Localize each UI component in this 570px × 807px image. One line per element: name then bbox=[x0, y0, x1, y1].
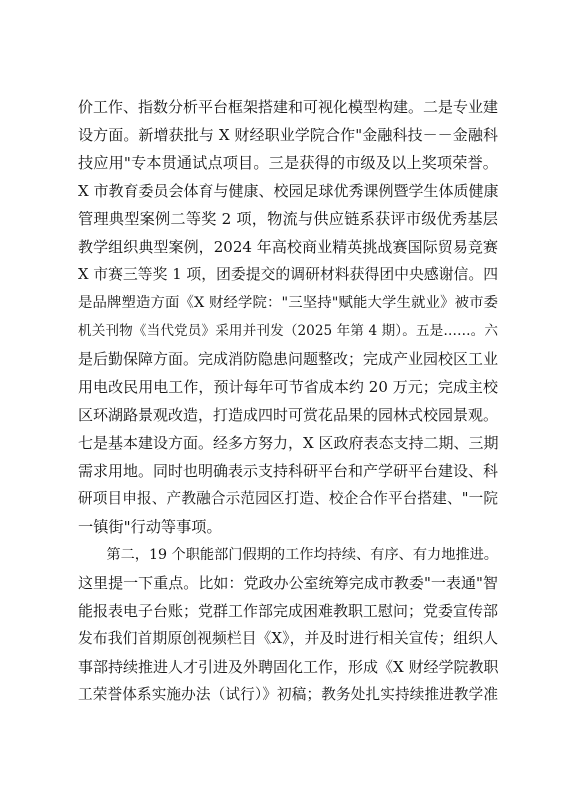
body-text bbox=[78, 93, 498, 709]
text-line: 管理典型案例二等奖 2 项，物流与供应链系获评市级优秀基层 bbox=[78, 210, 498, 228]
text-line: 是后勤保障方面。完成消防隐患问题整改；完成产业园校区工业 bbox=[78, 350, 499, 368]
text-line: 区环湖路景观改造，打造成四时可赏花品果的园林式校园景观。 bbox=[78, 406, 499, 424]
text-line: X 市赛三等奖 1 项，团委提交的调研材料获得团中央感谢信。四 bbox=[78, 266, 498, 283]
text-line: 事部持续推进人才引进及外聘固化工作，形成《X 财经学院教职 bbox=[78, 658, 499, 676]
text-line: 发布我们首期原创视频栏目《X》，并及时进行相关宣传；组织人 bbox=[78, 630, 498, 647]
text-line: X 市教育委员会体育与健康、校园足球优秀课例暨学生体质健康 bbox=[78, 182, 499, 200]
text-line: 能报表电子台账；党群工作部完成困难教职工慰问；党委宣传部 bbox=[78, 602, 499, 620]
text-line: 是品牌塑造方面《X 财经学院："三坚持"赋能大学生就业》被市委 bbox=[78, 295, 498, 311]
text-line: 这里提一下重点。比如：党政办公室统筹完成市教委"一表通"智 bbox=[78, 574, 498, 592]
text-line: 机关刊物《当代党员》采用并刊发（2025 年第 4 期）。五是……。六 bbox=[78, 323, 498, 339]
paragraph-first-line: 第二，19 个职能部门假期的工作均持续、有序、有力地推进。 bbox=[78, 547, 498, 563]
text-line: 研项目申报、产教融合示范园区打造、校企合作平台搭建、"一院 bbox=[78, 490, 498, 507]
text-line: 技应用"专本贯通试点项目。三是获得的市级及以上奖项荣誉。 bbox=[78, 154, 498, 172]
paragraph-end-line: 一镇街"行动等事项。 bbox=[78, 518, 222, 536]
text-line: 用电改民用电工作，预计每年可节省成本约 20 万元；完成主校 bbox=[78, 378, 498, 396]
text-line: 设方面。新增获批与 X 财经职业学院合作"金融科技－－金融科 bbox=[78, 126, 498, 144]
text-line: 工荣誉体系实施办法（试行）》初稿；教务处扎实持续推进教学准 bbox=[78, 686, 498, 703]
text-line: 教学组织典型案例，2024 年高校商业精英挑战赛国际贸易竞赛 bbox=[78, 238, 498, 256]
text-line: 需求用地。同时也明确表示支持科研平台和产学研平台建设、科 bbox=[78, 462, 499, 480]
text-line: 七是基本建设方面。经多方努力，X 区政府表态支持二期、三期 bbox=[78, 434, 499, 452]
text-line: 价工作、指数分析平台框架搭建和可视化模型构建。二是专业建 bbox=[78, 98, 499, 116]
